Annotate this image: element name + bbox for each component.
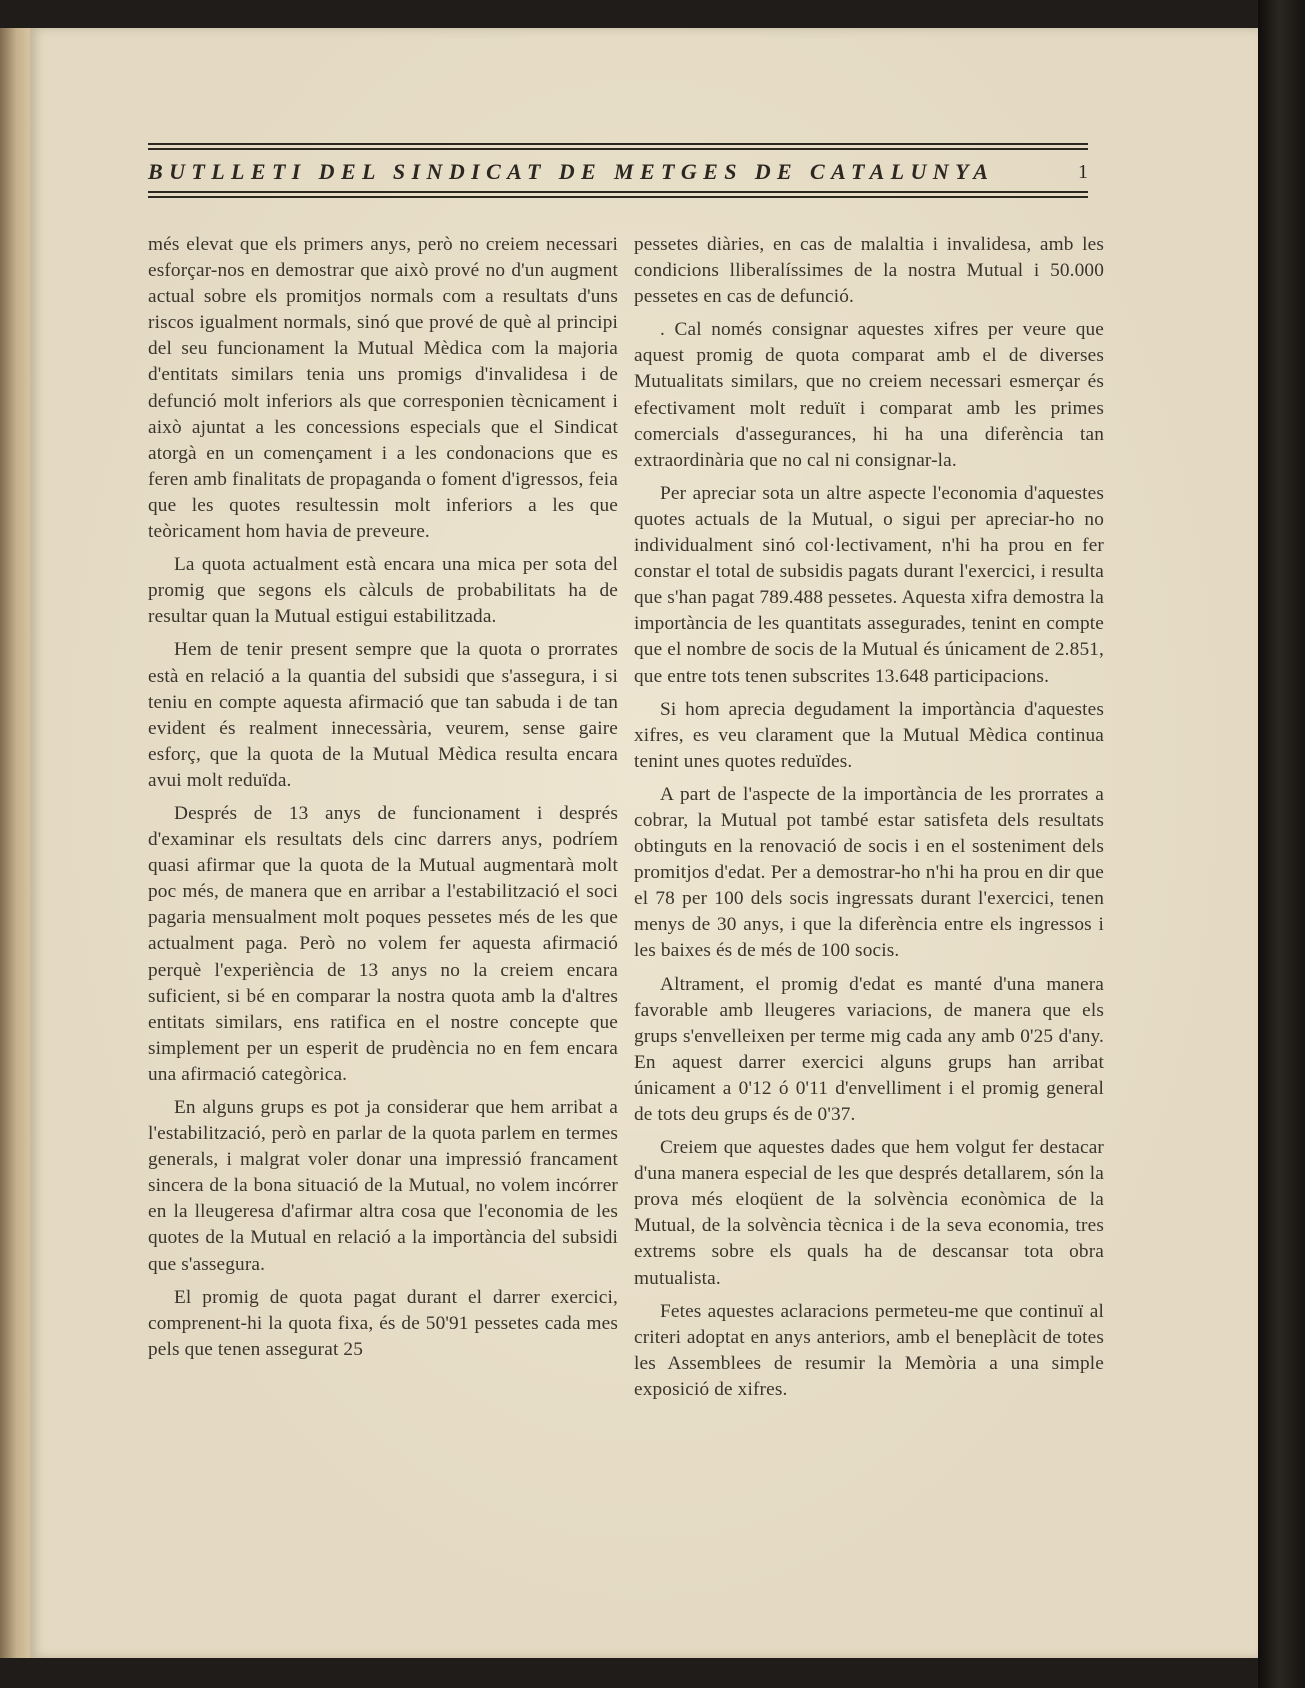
paragraph: El promig de quota pagat durant el darrer exercici, comprenent-hi la quota fixa, és de 50'91 pessetes cada mes pels que tenen assegurat 25 xyxy=(148,1286,618,1360)
running-header xyxy=(148,143,1088,199)
paragraph: Per apreciar sota un altre aspecte l'economia d'aquestes quotes actuals de la Mutual, o sigui per apreciar-ho no individualment sinó col·lectivament, n'hi ha prou en fer constar el total de subsidis pagats durant l'exercici, i resulta que s'han pagat 789.488 pessetes. Aquesta xifra demostra la importància de les quantitats assegurades, tenint en compte que el nombre de socis de la Mutual és únicament de 2.851, que entre tots tenen subscrites 13.648 participacions. xyxy=(634,482,1104,687)
paragraph: Fetes aquestes aclaracions permeteu-me que continuï al criteri adoptat en anys anteriors, amb el beneplàcit de totes les Assemblees de resumir la Memòria a una simple exposició de xifres. xyxy=(634,1300,1104,1400)
paragraph: Hem de tenir present sempre que la quota o prorrates està en relació a la quantia del subsidi que s'assegura, i si teniu en compte aquesta afirmació que tan sabuda i de tan evident és realment innecessària, veurem, sense gaire esforç, que la quota de la Mutual Mèdica resulta encara avui molt reduïda. xyxy=(148,639,618,791)
left-column xyxy=(148,232,618,1363)
right-column xyxy=(634,232,1104,1403)
paragraph: Si hom aprecia degudament la importància d'aquestes xifres, es veu clarament que la Mutual Mèdica continua tenint unes quotes reduïdes. xyxy=(634,698,1104,772)
journal-title: BUTLLETI DEL SINDICAT DE METGES DE CATALUNYA xyxy=(148,159,995,184)
paragraph: Creiem que aquestes dades que hem volgut fer destacar d'una manera especial de les que després detallarem, són la prova més eloqüent de la solvència econòmica de la Mutual, de la solvència tècnica i de la seva economia, tres extrems sobre els quals ha de descansar tota obra mutualista. xyxy=(634,1137,1104,1289)
header-rule-bottom-1 xyxy=(148,191,1088,193)
paragraph: Altrament, el promig d'edat es manté d'una manera favorable amb lleugeres variacions, de manera que els grups s'envelleixen per terme mig cada any amb 0'25 d'any. En aquest darrer exercici alguns grups han arribat únicament a 0'12 ó 0'11 d'envelliment i el promig general de tots deu grups és de 0'37. xyxy=(634,973,1104,1125)
paragraph: pessetes diàries, en cas de malaltia i invalidesa, amb les condicions lliberalíssimes de la nostra Mutual i 50.000 pessetes en cas de defunció. xyxy=(634,234,1104,308)
paragraph: En alguns grups es pot ja considerar que hem arribat a l'estabilització, però en parlar de la quota parlem en termes generals, i malgrat voler donar una impressió francament sincera de la bona situació de la Mutual, no volem incórrer en la lleugeresa d'afirmar altra cosa que l'economia de les quotes de la Mutual en relació a la importància del subsidi que s'assegura. xyxy=(148,1097,618,1275)
paragraph: Després de 13 anys de funcionament i després d'examinar els resultats dels cinc darrers anys, podríem quasi afirmar que la quota de la Mutual augmentarà molt poc més, de manera que en arribar a l'estabilització el soci pagaria mensualment molt poques pessetes més de les que actualment paga. Però no volem fer aquesta afirmació perquè l'experiència de 13 anys no la creiem encara suficient, si bé en comparar la nostra quota amb la d'altres entitats similars, ens ratifica en el nostre concepte que simplement per un esperit de prudència no en fem encara una afirmació categòrica. xyxy=(148,802,618,1085)
paragraph: La quota actualment està encara una mica per sota del promig que segons els càlculs de probabilitats ha de resultar quan la Mutual estigui estabilitzada. xyxy=(148,554,618,628)
left-page-edge xyxy=(0,28,30,1658)
paragraph: A part de l'aspecte de la importància de les prorrates a cobrar, la Mutual pot també estar satisfeta dels resultats obtinguts en la renovació de socis i en el sosteniment dels promitjos d'edat. Per a demostrar-ho n'hi ha prou en dir que el 78 per 100 dels socis ingressats durant l'exercici, tenen menys de 30 anys, i que la diferència entre els ingressos i les baixes és de més de 100 socis. xyxy=(634,783,1104,962)
header-rule-bottom-2 xyxy=(148,196,1088,198)
paragraph: més elevat que els primers anys, però no creiem necessari esforçar-nos en demostrar que això prové no d'un augment actual sobre els promitjos normals com a resultats d'uns riscos igualment normals, sinó que prové de què al principi del seu funcionament la Mutual Mèdica com la majoria d'entitats similars tenia uns promigs d'invalidesa i de defunció molt inferiors als que corresponien tècnicament i això ajuntat a les concessions especials que el Sindicat atorgà en un començament i a les condonacions que es feren amb finalitats de propaganda o foment d'igressos, feia que les quotes resultessin molt inferiors a les que teòricament hom havia de preveure. xyxy=(148,234,618,543)
header-rule-top-1 xyxy=(148,143,1088,145)
paragraph: . Cal només consignar aquestes xifres per veure que aquest promig de quota comparat amb el de diverses Mutualitats similars, que no creiem necessari esmerçar és efectivament molt reduït i comparat amb les primes comercials d'assegurances, hi ha una diferència tan extraordinària que no cal ni consignar-la. xyxy=(634,319,1104,471)
right-dark-margin xyxy=(1258,0,1305,1688)
header-rule-top-2 xyxy=(148,148,1088,150)
page-number: 1 xyxy=(1078,161,1088,183)
